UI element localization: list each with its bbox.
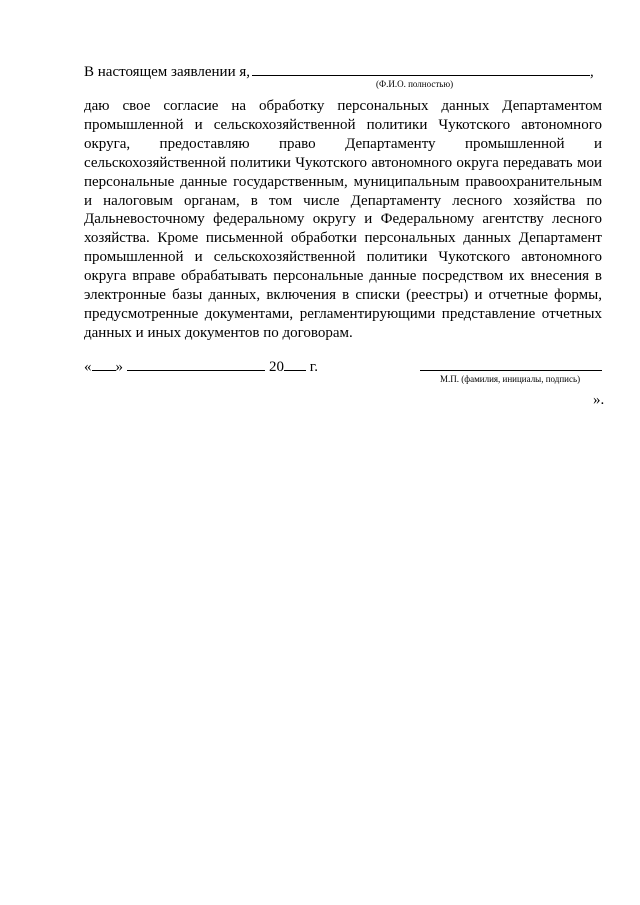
year-prefix: 20: [269, 359, 284, 375]
full-name-hint: (Ф.И.О. полностью): [376, 79, 454, 89]
year-suffix: г.: [309, 359, 318, 375]
month-blank: [127, 357, 265, 371]
date-close-quote: »: [115, 359, 123, 375]
intro-suffix: ,: [590, 64, 594, 80]
consent-paragraph: даю свое согласие на обработку персональных данных Департаментом промышленной и сельскохозяйственной политики Чукотского автономного округа, предоставляю право Департаменту промышленной и сельскохозяйственной политики Чукотского автономного округа передавать мои персональные данные государственным, муниципальным правоохранительным и налоговым органам, в том числе Департаменту лесного хозяйства по Дальневосточному федеральному округу и Федеральному агентству лесного хозяйства. Кроме письменной обработки персональных данных Департамент промышленной и сельскохозяйственной политики Чукотского автономного округа вправе обрабатывать персональные данные посредством их внесения в электронные базы данных, включения в списки (реестры) и отчетные формы, предусмотренные документами, регламентирующими представление отчетных данных и иных документов по договорам.: [84, 98, 602, 341]
signature-line: [420, 370, 602, 371]
date-open-quote: «: [84, 359, 92, 375]
year-blank: [284, 357, 306, 371]
date-line: [84, 357, 318, 376]
day-blank: [92, 357, 116, 371]
full-name-blank: [252, 62, 590, 76]
intro-prefix: В настоящем заявлении я,: [84, 64, 251, 80]
closing-mark: ».: [593, 392, 605, 408]
intro-line: [84, 62, 604, 81]
signature-hint: М.П. (фамилия, инициалы, подпись): [440, 374, 581, 384]
